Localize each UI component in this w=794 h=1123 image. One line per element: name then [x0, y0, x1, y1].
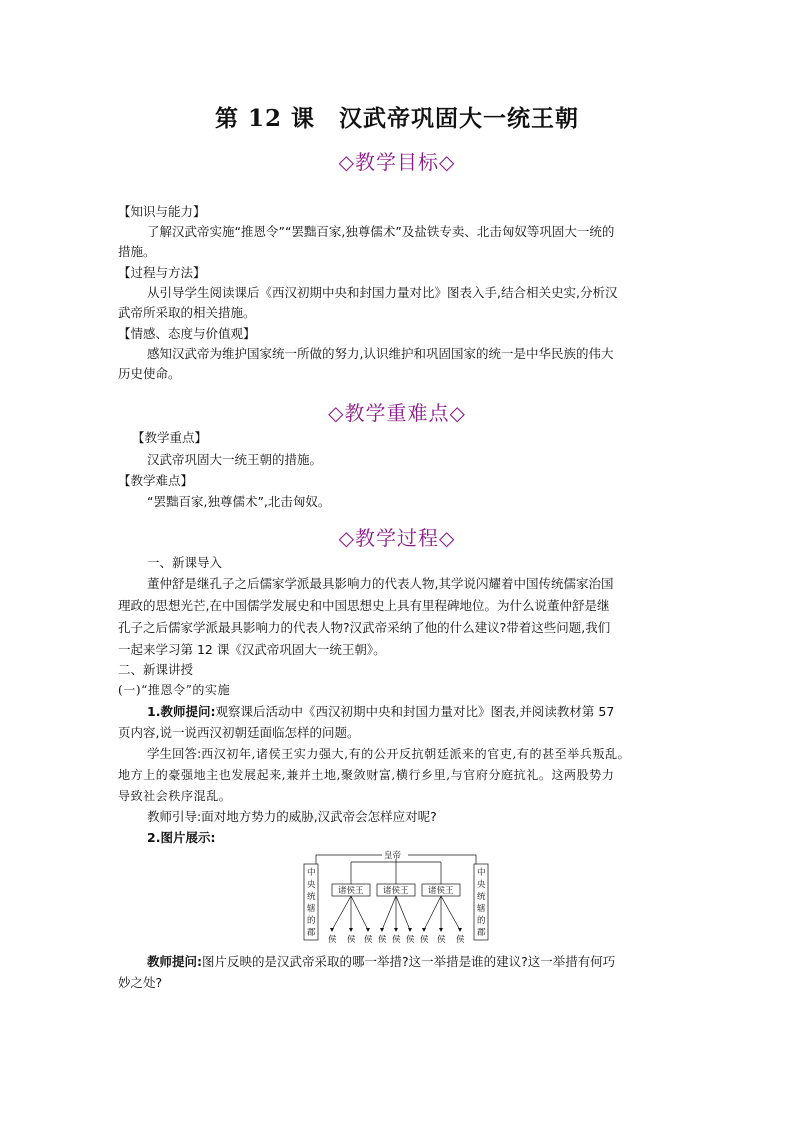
right-commandery — [477, 867, 486, 938]
svg-text:侯: 侯 — [420, 935, 429, 944]
goal-text: 武帝所采取的相关措施。 — [118, 305, 256, 320]
goal-text: 措施。 — [118, 244, 156, 259]
difficulty-text: “罢黜百家,独尊儒术”,北击匈奴。 — [147, 494, 331, 509]
question-text: 图片反映的是汉武帝采取的哪一举措?这一举措是谁的建议?这一举措有何巧 — [202, 954, 616, 969]
teacher-question — [147, 952, 615, 972]
marquis-row — [328, 935, 465, 944]
tui-en-ling-diagram — [296, 848, 496, 944]
picture-label: 2.图片展示: — [147, 830, 216, 845]
goal-heading-method: 【过程与方法】 — [118, 265, 206, 280]
process-heading: 二、新课讲授 — [118, 662, 194, 677]
goal-text: 历史使命。 — [118, 366, 181, 381]
svg-text:侯: 侯 — [437, 935, 446, 944]
process-text: 理政的思想光芒,在中国儒学发展史和中国思想史上具有里程碑地位。为什么说董仲舒是继 — [118, 598, 610, 613]
svg-text:央: 央 — [307, 880, 316, 890]
section-heading-goals: ◇教学目标◇ — [338, 150, 456, 174]
goal-text: 从引导学生阅读课后《西汉初期中央和封国力量对比》图表入手,结合相关史实,分析汉 — [147, 285, 618, 300]
answer-text: 西汉初年,诸侯王实力强大,有的公开反抗朝廷派来的官吏,有的甚至举兵叛乱。 — [201, 747, 631, 761]
process-text: 孔子之后儒家学派最具影响力的代表人物?汉武帝采纳了他的什么建议?带着这些问题,我们 — [118, 620, 611, 635]
section-heading-keypoints: ◇教学重难点◇ — [328, 401, 466, 425]
svg-text:郡: 郡 — [477, 928, 486, 938]
emperor-label: 皇帝 — [384, 851, 402, 861]
svg-text:辖: 辖 — [477, 904, 486, 914]
student-answer — [147, 744, 630, 764]
question-label: 1.教师提问: — [147, 704, 216, 719]
goal-text: 了解汉武帝实施“推恩令”“罢黜百家,独尊儒术”及盐铁专卖、北击匈奴等巩固大一统的 — [147, 224, 615, 239]
process-subheading: (一)“推恩令”的实施 — [118, 683, 231, 697]
svg-text:侯: 侯 — [328, 935, 337, 944]
svg-text:侯: 侯 — [347, 935, 356, 944]
svg-text:侯: 侯 — [378, 935, 387, 944]
svg-text:央: 央 — [477, 880, 486, 890]
difficulty-heading: 【教学难点】 — [118, 473, 194, 488]
svg-text:侯: 侯 — [392, 935, 401, 944]
left-commandery — [307, 867, 316, 938]
king-label: 诸侯王 — [383, 886, 409, 896]
king-label: 诸侯王 — [428, 886, 454, 896]
svg-text:中: 中 — [307, 868, 316, 878]
process-text: 一起来学习第 12 课《汉武帝巩固大一统王朝》。 — [118, 642, 386, 657]
lesson-title: 第 12 课 汉武帝巩固大一统王朝 — [214, 105, 580, 132]
process-text: 页内容,说一说西汉初朝廷面临怎样的问题。 — [118, 725, 360, 740]
answer-text: 地方上的豪强地主也发展起来,兼并土地,聚敛财富,横行乡里,与官府分庭抗礼。这两股势力 — [118, 768, 615, 782]
question-text: 观察课后活动中《西汉初期中央和封国力量对比》图表,并阅读教材第 57 — [215, 704, 615, 719]
svg-text:辖: 辖 — [307, 904, 316, 914]
keypoint-text: 汉武帝巩固大一统王朝的措施。 — [147, 452, 323, 467]
goal-text: 感知汉武帝为维护国家统一所做的努力,认识维护和巩固国家的统一是中华民族的伟大 — [147, 346, 614, 361]
answer-label: 学生回答: — [147, 746, 202, 761]
teacher-question — [147, 702, 614, 722]
goal-heading-values: 【情感、态度与价值观】 — [118, 326, 256, 341]
teacher-guide: 教师引导:面对地方势力的威胁,汉武帝会怎样应对呢? — [147, 809, 437, 824]
svg-text:郡: 郡 — [307, 928, 316, 938]
svg-text:侯: 侯 — [364, 935, 373, 944]
svg-text:统: 统 — [477, 892, 486, 902]
svg-text:统: 统 — [307, 892, 316, 902]
svg-text:的: 的 — [477, 916, 486, 926]
svg-text:侯: 侯 — [406, 935, 415, 944]
keypoint-heading: 【教学重点】 — [132, 430, 208, 445]
svg-text:的: 的 — [307, 916, 316, 926]
goal-heading-knowledge: 【知识与能力】 — [118, 204, 206, 219]
process-text: 妙之处? — [118, 975, 163, 990]
process-text: 董仲舒是继孔子之后儒家学派最具影响力的代表人物,其学说闪耀着中国传统儒家治国 — [147, 576, 614, 591]
svg-text:中: 中 — [477, 868, 486, 878]
king-label: 诸侯王 — [338, 886, 364, 896]
section-heading-process: ◇教学过程◇ — [338, 526, 456, 550]
answer-text: 导致社会秩序混乱。 — [118, 789, 232, 803]
question-label: 教师提问: — [147, 954, 202, 969]
process-heading: 一、新课导入 — [147, 555, 223, 570]
svg-text:侯: 侯 — [456, 935, 465, 944]
